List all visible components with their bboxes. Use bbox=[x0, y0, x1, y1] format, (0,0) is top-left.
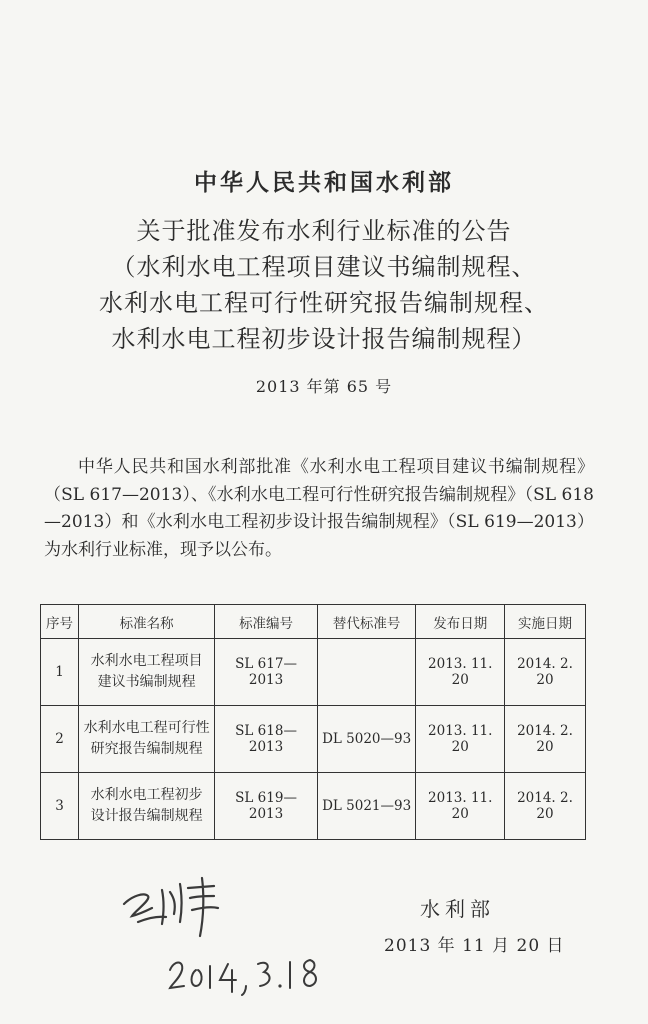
standards-table bbox=[40, 604, 586, 840]
cell-number: 2 bbox=[41, 706, 79, 773]
cell-name-line: 建议书编制规程 bbox=[97, 674, 196, 690]
cell-code: SL 618—2013 bbox=[215, 706, 317, 773]
document-number: 2013 年第 65 号 bbox=[255, 377, 393, 396]
cell-published: 2013. 11. 20 bbox=[416, 773, 505, 840]
notice-paragraph: 中华人民共和国水利部批准《水利水电工程项目建议书编制规程》（SL 617—2013）、《水利水电工程可行性研究报告编制规程》（SL 618—2013）和《水利水电工程初步设计报告编制规程》（SL 619—2013）为水利行业标准，现予以公布。 bbox=[44, 457, 594, 560]
cell-effective: 2014. 2. 20 bbox=[505, 639, 586, 706]
table-row bbox=[41, 639, 586, 706]
table-header-row bbox=[41, 605, 586, 639]
cell-name-line: 研究报告编制规程 bbox=[90, 741, 203, 757]
handwritten-date bbox=[166, 952, 336, 996]
column-header-replaces: 替代标准号 bbox=[317, 605, 416, 639]
cell-name-line: 水利水电工程可行性 bbox=[83, 720, 210, 736]
column-header-published: 发布日期 bbox=[416, 605, 505, 639]
cell-name bbox=[78, 639, 214, 706]
cell-replaces: DL 5020—93 bbox=[317, 706, 416, 773]
cell-name-line: 水利水电工程项目 bbox=[90, 653, 203, 669]
cell-code: SL 619—2013 bbox=[215, 773, 317, 840]
title-line: 水利水电工程可行性研究报告编制规程、 bbox=[99, 289, 549, 317]
handwritten-signature bbox=[118, 870, 248, 940]
ministry-header: 中华人民共和国水利部 bbox=[194, 169, 454, 196]
cell-number: 1 bbox=[41, 639, 79, 706]
cell-name-line: 设计报告编制规程 bbox=[90, 808, 203, 824]
cell-effective: 2014. 2. 20 bbox=[505, 773, 586, 840]
table-row bbox=[41, 706, 586, 773]
notice-title bbox=[0, 213, 648, 357]
table-row bbox=[41, 773, 586, 840]
cell-published: 2013. 11. 20 bbox=[416, 706, 505, 773]
cell-replaces: DL 5021—93 bbox=[317, 773, 416, 840]
cell-name bbox=[78, 773, 214, 840]
title-line: 关于批准发布水利行业标准的公告 bbox=[136, 217, 512, 245]
title-line: （水利水电工程项目建议书编制规程、 bbox=[111, 253, 537, 281]
cell-number: 3 bbox=[41, 773, 79, 840]
cell-name-line: 水利水电工程初步 bbox=[90, 787, 203, 803]
cell-code: SL 617—2013 bbox=[215, 639, 317, 706]
cell-replaces bbox=[317, 639, 416, 706]
cell-name bbox=[78, 706, 214, 773]
cell-published: 2013. 11. 20 bbox=[416, 639, 505, 706]
cell-effective: 2014. 2. 20 bbox=[505, 706, 586, 773]
column-header-effective: 实施日期 bbox=[505, 605, 586, 639]
issue-date: 2013 年 11 月 20 日 bbox=[384, 936, 565, 956]
title-line: 水利水电工程初步设计报告编制规程） bbox=[111, 325, 537, 353]
column-header-number: 序号 bbox=[41, 605, 79, 639]
issuer-name: 水利部 bbox=[420, 897, 495, 921]
column-header-name: 标准名称 bbox=[78, 605, 214, 639]
column-header-code: 标准编号 bbox=[215, 605, 317, 639]
